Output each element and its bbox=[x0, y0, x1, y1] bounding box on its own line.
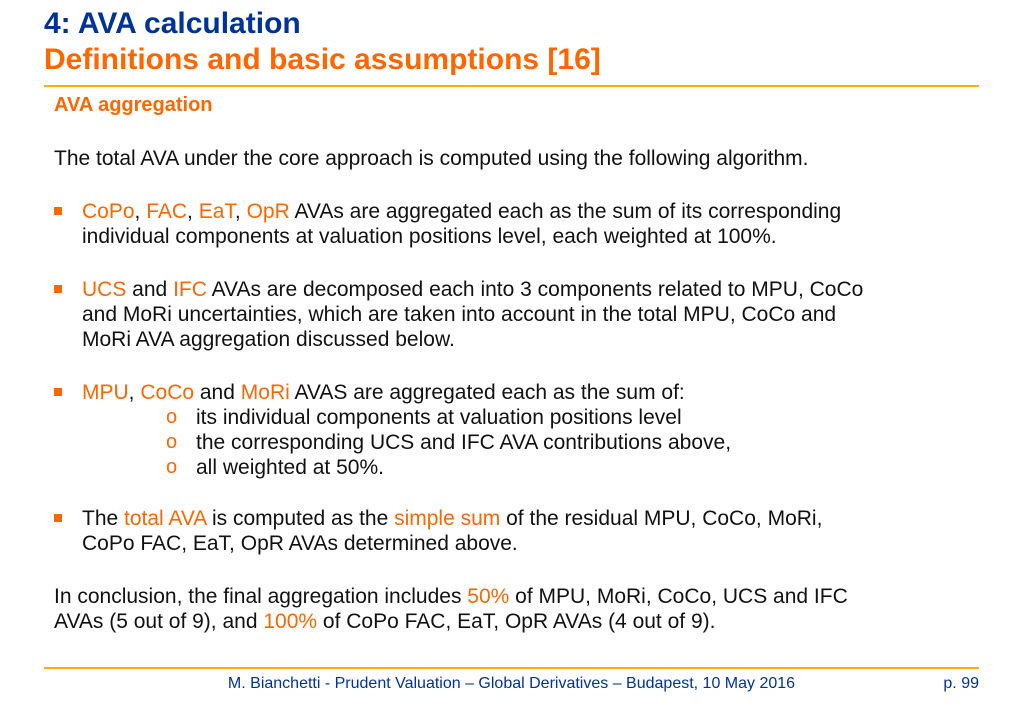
bullet-line bbox=[82, 277, 979, 302]
slide-header bbox=[44, 6, 984, 78]
term-mori: MoRi bbox=[240, 381, 290, 404]
footer-citation: M. Bianchetti - Prudent Valuation – Global Derivatives – Budapest, 10 May 2016 bbox=[227, 675, 796, 692]
bullet-copo-fac-eat-opr bbox=[54, 199, 979, 249]
bullet-text: The bbox=[82, 507, 125, 530]
conclusion-line-2 bbox=[54, 609, 979, 634]
sep: , bbox=[128, 381, 141, 404]
spacer bbox=[54, 556, 979, 584]
term-fac: FAC bbox=[146, 200, 188, 223]
bullet-total-ava bbox=[54, 506, 979, 556]
bullet-mpu-coco-mori bbox=[54, 380, 979, 405]
spacer bbox=[54, 171, 979, 199]
term-mpu: MPU bbox=[82, 381, 129, 404]
term-total-ava: total AVA bbox=[124, 507, 207, 530]
bullet-text: AVAs are decomposed each into 3 components related to MPU, CoCo bbox=[206, 278, 864, 301]
conclusion-line-1 bbox=[54, 584, 979, 609]
square-bullet-icon bbox=[54, 207, 62, 215]
circle-bullet-icon: o bbox=[166, 406, 178, 428]
bullet-line bbox=[82, 380, 979, 405]
spacer bbox=[54, 480, 979, 506]
sub-bullet-item bbox=[166, 405, 979, 430]
sub-bullet-item bbox=[166, 430, 979, 455]
bullet-ucs-ifc bbox=[54, 277, 979, 352]
bullet-line: individual components at valuation positions level, each weighted at 100%. bbox=[82, 225, 777, 248]
bullet-line bbox=[82, 506, 979, 531]
bullet-text: AVAS are aggregated each as the sum of: bbox=[289, 381, 685, 404]
spacer bbox=[54, 352, 979, 380]
sub-bullet-text: the corresponding UCS and IFC AVA contributions above, bbox=[196, 431, 732, 454]
spacer bbox=[54, 118, 979, 146]
bullet-line: and MoRi uncertainties, which are taken into account in the total MPU, CoCo and bbox=[82, 303, 837, 326]
bullet-line: CoPo FAC, EaT, OpR AVAs determined above. bbox=[82, 532, 518, 555]
term-eat: EaT bbox=[198, 200, 235, 223]
intro-paragraph: The total AVA under the core approach is computed using the following algorithm. bbox=[54, 147, 809, 170]
sub-bullet-item bbox=[166, 455, 979, 480]
conclusion-text: AVAs (5 out of 9), and bbox=[54, 610, 264, 633]
sep: , bbox=[187, 200, 199, 223]
bullet-text: is computed as the bbox=[206, 507, 395, 530]
bullet-text: AVAs are aggregated each as the sum of its corresponding bbox=[289, 200, 842, 223]
slide-content bbox=[54, 92, 979, 634]
sep: , bbox=[134, 200, 147, 223]
slide-footer bbox=[44, 673, 979, 699]
bottom-divider bbox=[44, 667, 979, 669]
term-opr: OpR bbox=[246, 200, 290, 223]
term-coco: CoCo bbox=[140, 381, 195, 404]
sub-bullet-list bbox=[54, 405, 979, 480]
spacer bbox=[54, 249, 979, 277]
slide-subtitle: Definitions and basic assumptions [16] bbox=[44, 43, 601, 76]
bullet-text: of the residual MPU, CoCo, MoRi, bbox=[500, 507, 823, 530]
conclusion-text: In conclusion, the final aggregation includes bbox=[54, 585, 468, 608]
bullet-line: MoRi AVA aggregation discussed below. bbox=[82, 328, 455, 351]
term-copo: CoPo bbox=[82, 200, 135, 223]
top-divider bbox=[44, 85, 979, 87]
term-ucs: UCS bbox=[82, 278, 127, 301]
section-title: AVA aggregation bbox=[54, 94, 213, 116]
circle-bullet-icon: o bbox=[166, 431, 178, 453]
term-ifc: IFC bbox=[173, 278, 207, 301]
square-bullet-icon bbox=[54, 388, 62, 396]
sub-bullet-text: its individual components at valuation positions level bbox=[196, 406, 682, 429]
conclusion-text: of CoPo FAC, EaT, OpR AVAs (4 out of 9). bbox=[317, 610, 716, 633]
sep: and bbox=[194, 381, 241, 404]
sep: , bbox=[234, 200, 247, 223]
square-bullet-icon bbox=[54, 285, 62, 293]
term-simple-sum: simple sum bbox=[394, 507, 501, 530]
circle-bullet-icon: o bbox=[166, 456, 178, 478]
percent-100: 100% bbox=[263, 610, 318, 633]
sep: and bbox=[126, 278, 174, 301]
square-bullet-icon bbox=[54, 514, 62, 522]
slide-title: 4: AVA calculation bbox=[44, 7, 301, 40]
sub-bullet-text: all weighted at 50%. bbox=[196, 456, 384, 479]
percent-50: 50% bbox=[467, 585, 510, 608]
page-number: p. 99 bbox=[943, 675, 979, 692]
conclusion-text: of MPU, MoRi, CoCo, UCS and IFC bbox=[509, 585, 848, 608]
bullet-line bbox=[82, 199, 979, 224]
